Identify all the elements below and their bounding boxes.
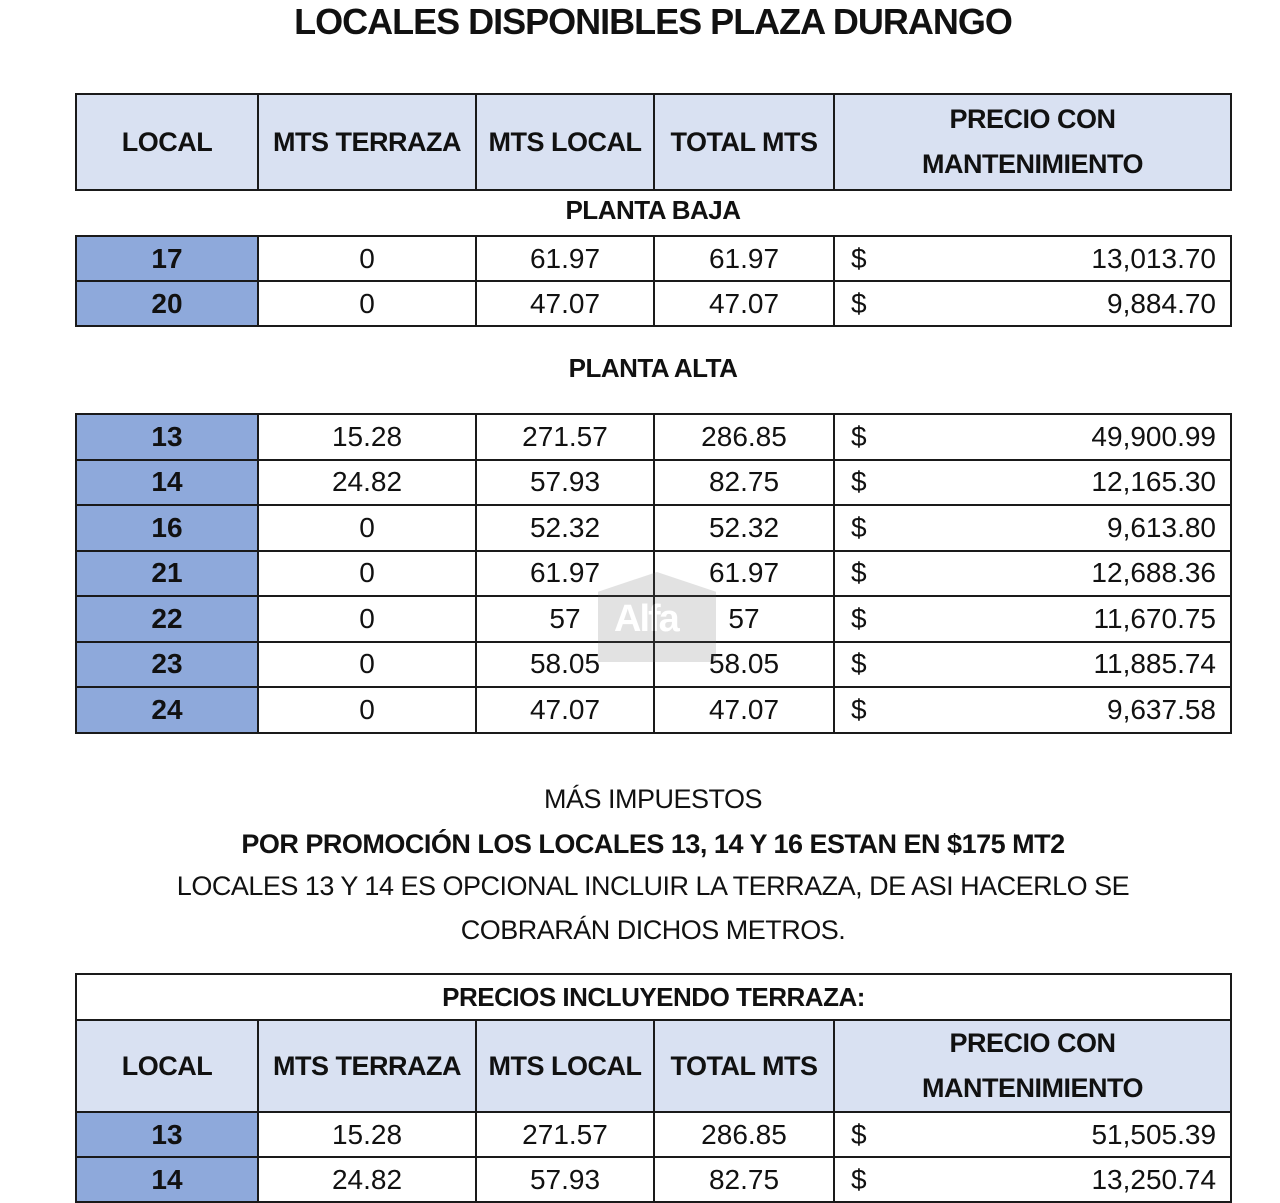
col-header-precio bbox=[834, 94, 1231, 190]
col-header-mts-local: MTS LOCAL bbox=[476, 1020, 654, 1112]
col-header-total-mts: TOTAL MTS bbox=[654, 94, 834, 190]
precio-value: 9,637.58 bbox=[1107, 693, 1216, 725]
local-cell: 17 bbox=[76, 236, 258, 281]
planta-baja-table bbox=[75, 235, 1232, 327]
mts-terraza-cell: 0 bbox=[258, 687, 476, 733]
mts-terraza-cell: 24.82 bbox=[258, 1157, 476, 1202]
col-header-precio-line2: MANTENIMIENTO bbox=[922, 149, 1143, 179]
currency-symbol: $ bbox=[851, 420, 867, 452]
mts-terraza-cell: 24.82 bbox=[258, 460, 476, 506]
currency-symbol: $ bbox=[851, 242, 867, 274]
precio-value: 9,613.80 bbox=[1107, 511, 1216, 543]
mts-local-cell: 271.57 bbox=[476, 1112, 654, 1157]
currency-symbol: $ bbox=[851, 602, 867, 634]
precio-value: 49,900.99 bbox=[1091, 420, 1216, 452]
table-row bbox=[76, 596, 1231, 642]
total-mts-cell: 52.32 bbox=[654, 505, 834, 551]
col-header-precio bbox=[834, 1020, 1231, 1112]
total-mts-cell: 82.75 bbox=[654, 1157, 834, 1202]
table-row bbox=[76, 551, 1231, 597]
total-mts-cell: 47.07 bbox=[654, 281, 834, 326]
local-cell: 23 bbox=[76, 642, 258, 688]
mts-terraza-cell: 15.28 bbox=[258, 414, 476, 460]
mts-terraza-cell: 0 bbox=[258, 281, 476, 326]
col-header-precio-line1: PRECIO CON bbox=[949, 1028, 1116, 1058]
currency-symbol: $ bbox=[851, 511, 867, 543]
col-header-mts-terraza: MTS TERRAZA bbox=[258, 94, 476, 190]
total-mts-cell: 286.85 bbox=[654, 414, 834, 460]
note-promocion: POR PROMOCIÓN LOS LOCALES 13, 14 Y 16 ESTAN EN $175 MT2 bbox=[241, 829, 1065, 859]
total-mts-cell: 47.07 bbox=[654, 687, 834, 733]
precio-value: 13,250.74 bbox=[1091, 1163, 1217, 1195]
total-mts-cell: 57 bbox=[654, 596, 834, 642]
local-cell: 22 bbox=[76, 596, 258, 642]
table-row bbox=[76, 281, 1231, 326]
currency-symbol: $ bbox=[851, 557, 867, 589]
section-label-planta-alta: PLANTA ALTA bbox=[568, 353, 738, 383]
mts-local-cell: 58.05 bbox=[476, 642, 654, 688]
local-cell: 20 bbox=[76, 281, 258, 326]
precio-value: 13,013.70 bbox=[1091, 242, 1216, 274]
section-label-planta-baja: PLANTA BAJA bbox=[565, 195, 741, 225]
currency-symbol: $ bbox=[851, 1118, 867, 1150]
precio-value: 11,885.74 bbox=[1093, 648, 1216, 680]
precio-value: 12,165.30 bbox=[1091, 466, 1216, 498]
mts-terraza-cell: 0 bbox=[258, 236, 476, 281]
col-header-mts-terraza: MTS TERRAZA bbox=[258, 1020, 476, 1112]
precio-cell bbox=[834, 414, 1231, 460]
mts-local-cell: 52.32 bbox=[476, 505, 654, 551]
mts-terraza-cell: 0 bbox=[258, 642, 476, 688]
note-terraza-line1: LOCALES 13 Y 14 ES OPCIONAL INCLUIR LA TERRAZA, DE ASI HACERLO SE bbox=[176, 871, 1130, 901]
precio-value: 9,884.70 bbox=[1107, 287, 1216, 319]
table-row bbox=[76, 414, 1231, 460]
table-row bbox=[76, 1112, 1231, 1157]
header-table bbox=[75, 93, 1232, 191]
col-header-precio-line2: MANTENIMIENTO bbox=[922, 1073, 1144, 1103]
currency-symbol: $ bbox=[851, 287, 867, 319]
local-cell: 16 bbox=[76, 505, 258, 551]
currency-symbol: $ bbox=[851, 693, 867, 725]
mts-local-cell: 61.97 bbox=[476, 551, 654, 597]
precio-cell bbox=[834, 596, 1231, 642]
mts-local-cell: 57.93 bbox=[476, 1157, 654, 1202]
precio-cell bbox=[834, 687, 1231, 733]
currency-symbol: $ bbox=[851, 1163, 867, 1195]
precio-cell bbox=[834, 460, 1231, 506]
total-mts-cell: 286.85 bbox=[654, 1112, 834, 1157]
table-row bbox=[76, 505, 1231, 551]
precio-cell bbox=[834, 551, 1231, 597]
table-row bbox=[76, 1157, 1231, 1202]
currency-symbol: $ bbox=[851, 648, 867, 680]
local-cell: 14 bbox=[76, 460, 258, 506]
precio-cell bbox=[834, 236, 1231, 281]
mts-local-cell: 57.93 bbox=[476, 460, 654, 506]
col-header-local: LOCAL bbox=[76, 1020, 258, 1112]
precio-cell bbox=[834, 642, 1231, 688]
local-cell: 21 bbox=[76, 551, 258, 597]
col-header-mts-local: MTS LOCAL bbox=[476, 94, 654, 190]
precio-value: 12,688.36 bbox=[1091, 557, 1216, 589]
mts-terraza-cell: 0 bbox=[258, 505, 476, 551]
note-terraza-line2: COBRARÁN DICHOS METROS. bbox=[460, 915, 846, 945]
page-title: LOCALES DISPONIBLES PLAZA DURANGO bbox=[294, 1, 1012, 42]
mts-terraza-cell: 15.28 bbox=[258, 1112, 476, 1157]
table-row bbox=[76, 236, 1231, 281]
local-cell: 13 bbox=[76, 414, 258, 460]
table-row bbox=[76, 687, 1231, 733]
local-cell: 14 bbox=[76, 1157, 258, 1202]
mts-local-cell: 271.57 bbox=[476, 414, 654, 460]
precio-value: 11,670.75 bbox=[1093, 602, 1216, 634]
incluyendo-terraza-caption: PRECIOS INCLUYENDO TERRAZA: bbox=[76, 974, 1231, 1020]
precio-cell bbox=[834, 1112, 1231, 1157]
table-row bbox=[76, 642, 1231, 688]
total-mts-cell: 82.75 bbox=[654, 460, 834, 506]
col-header-precio-line1: PRECIO CON bbox=[949, 104, 1116, 134]
mts-terraza-cell: 0 bbox=[258, 596, 476, 642]
planta-alta-table bbox=[75, 413, 1232, 734]
total-mts-cell: 58.05 bbox=[654, 642, 834, 688]
mts-local-cell: 61.97 bbox=[476, 236, 654, 281]
note-impuestos: MÁS IMPUESTOS bbox=[543, 784, 763, 814]
mts-local-cell: 47.07 bbox=[476, 687, 654, 733]
incluyendo-terraza-table bbox=[75, 973, 1232, 1203]
precio-value: 51,505.39 bbox=[1091, 1118, 1217, 1150]
mts-local-cell: 47.07 bbox=[476, 281, 654, 326]
precio-cell bbox=[834, 505, 1231, 551]
precio-cell bbox=[834, 281, 1231, 326]
total-mts-cell: 61.97 bbox=[654, 551, 834, 597]
precio-cell bbox=[834, 1157, 1231, 1202]
currency-symbol: $ bbox=[851, 466, 867, 498]
mts-terraza-cell: 0 bbox=[258, 551, 476, 597]
col-header-total-mts: TOTAL MTS bbox=[654, 1020, 834, 1112]
col-header-local: LOCAL bbox=[76, 94, 258, 190]
total-mts-cell: 61.97 bbox=[654, 236, 834, 281]
local-cell: 13 bbox=[76, 1112, 258, 1157]
mts-local-cell: 57 bbox=[476, 596, 654, 642]
local-cell: 24 bbox=[76, 687, 258, 733]
table-row bbox=[76, 460, 1231, 506]
